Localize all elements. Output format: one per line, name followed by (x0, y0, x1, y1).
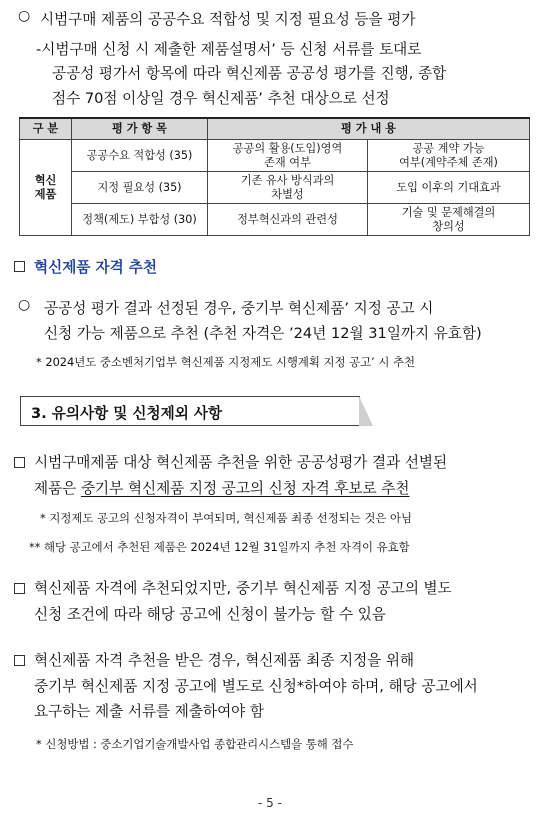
circle-bullet-icon: ○ (18, 297, 31, 313)
item1-line-1: 시범구매제품 대상 혁신제품 추천을 위한 공공성평가 결과 선별된 (34, 454, 448, 471)
content-line: 공공의 활용(도입)영역 (232, 141, 343, 155)
category-line: 혁신 (34, 173, 57, 187)
header-content: 평 가 내 용 (208, 118, 530, 140)
table-row (20, 172, 530, 204)
category-cell (20, 140, 72, 236)
table-row (20, 140, 530, 172)
evaluation-table (19, 117, 530, 236)
content-line: 창의성 (432, 219, 465, 233)
content-line: 여부(계약주체 존재) (399, 155, 498, 169)
header-item: 평 가 항 목 (72, 118, 208, 140)
item3-line-2: 중기부 혁신제품 지정 공고에 별도로 신청*하여야 하며, 해당 공고에서 (34, 678, 478, 695)
item3-line-3: 요구하는 제출 서류를 제출하여야 함 (34, 703, 265, 720)
item3-note: * 신청방법 : 중소기업기술개발사업 종합관리시스템을 통해 접수 (36, 737, 354, 751)
content-line: 정부혁신과의 관련성 (237, 212, 338, 226)
rec-line-1: 공공성 평가 결과 선정된 경우, 중기부 혁신제품’ 지정 공고 시 (44, 300, 434, 317)
item3-line-1: 혁신제품 자격 추천을 받은 경우, 혁신제품 최종 지정을 위해 (34, 652, 415, 669)
header-category: 구 분 (20, 118, 72, 140)
item1-line-2-plain: 제품은 (34, 480, 81, 497)
content-cell (208, 172, 368, 204)
section-title: 3. 유의사항 및 신청제외 사항 (31, 405, 223, 422)
table-header-row (20, 118, 530, 140)
item1-note-2: ** 해당 공고에서 추천된 제품은 2024년 12월 31일까지 추천 자격이 유효함 (29, 540, 410, 554)
intro-main-line: 시범구매 제품의 공공수요 적합성 및 지정 필요성 등을 평가 (40, 11, 416, 28)
item-cell: 공공수요 적합성 (35) (72, 140, 208, 172)
content-line: 존재 여부 (264, 155, 311, 169)
content-line: 차별성 (271, 187, 304, 201)
page-number: - 5 - (258, 796, 282, 810)
section-title-bar (20, 396, 360, 426)
item-cell: 정책(제도) 부합성 (30) (72, 204, 208, 236)
content-cell (368, 204, 530, 236)
rec-line-2: 신청 가능 제품으로 추천 (추천 자격은 ’24년 12월 31일까지 유효함) (44, 325, 482, 342)
intro-sub-line-2: 공공성 평가서 항목에 따라 혁신제품 공공성 평가를 진행, 종합 (52, 65, 447, 82)
item1-line-2 (34, 477, 409, 498)
content-cell (208, 140, 368, 172)
item1-line-2-underlined: 중기부 혁신제품 지정 공고의 신청 자격 후보로 추천 (80, 480, 410, 497)
content-cell (368, 140, 530, 172)
content-cell (368, 172, 530, 204)
intro-sub-line-1: -시범구매 신청 시 제출한 제품설명서’ 등 신청 서류를 토대로 (36, 41, 422, 58)
intro-sub-line-3: 점수 70점 이상일 경우 혁신제품’ 추천 대상으로 선정 (52, 90, 390, 107)
content-line: 도입 이후의 기대효과 (396, 180, 501, 194)
content-cell (208, 204, 368, 236)
rec-footnote: * 2024년도 중소벤처기업부 혁신제품 지정제도 시행계획 지정 공고’ 시 추천 (36, 355, 415, 369)
square-bullet-icon (14, 457, 25, 468)
section-heading: 혁신제품 자격 추천 (34, 259, 157, 276)
content-line: 공공 계약 가능 (412, 141, 485, 155)
square-bullet-icon (14, 261, 25, 272)
item2-line-2: 신청 조건에 따라 해당 공고에 신청이 불가능 할 수 있음 (34, 606, 386, 623)
square-bullet-icon (14, 655, 25, 666)
square-bullet-icon (14, 583, 25, 594)
table-row (20, 204, 530, 236)
circle-bullet-icon: ○ (18, 8, 31, 24)
category-line: 제품 (34, 187, 57, 201)
content-line: 기존 유사 방식과의 (240, 173, 335, 187)
item1-note-1: * 지정제도 공고의 신청자격이 부여되며, 혁신제품 최종 선정되는 것은 아님 (40, 511, 413, 525)
item2-line-1: 혁신제품 자격에 추천되었지만, 중기부 혁신제품 지정 공고의 별도 (34, 580, 452, 597)
item-cell: 지정 필요성 (35) (72, 172, 208, 204)
content-line: 기술 및 문제해결의 (401, 205, 496, 219)
